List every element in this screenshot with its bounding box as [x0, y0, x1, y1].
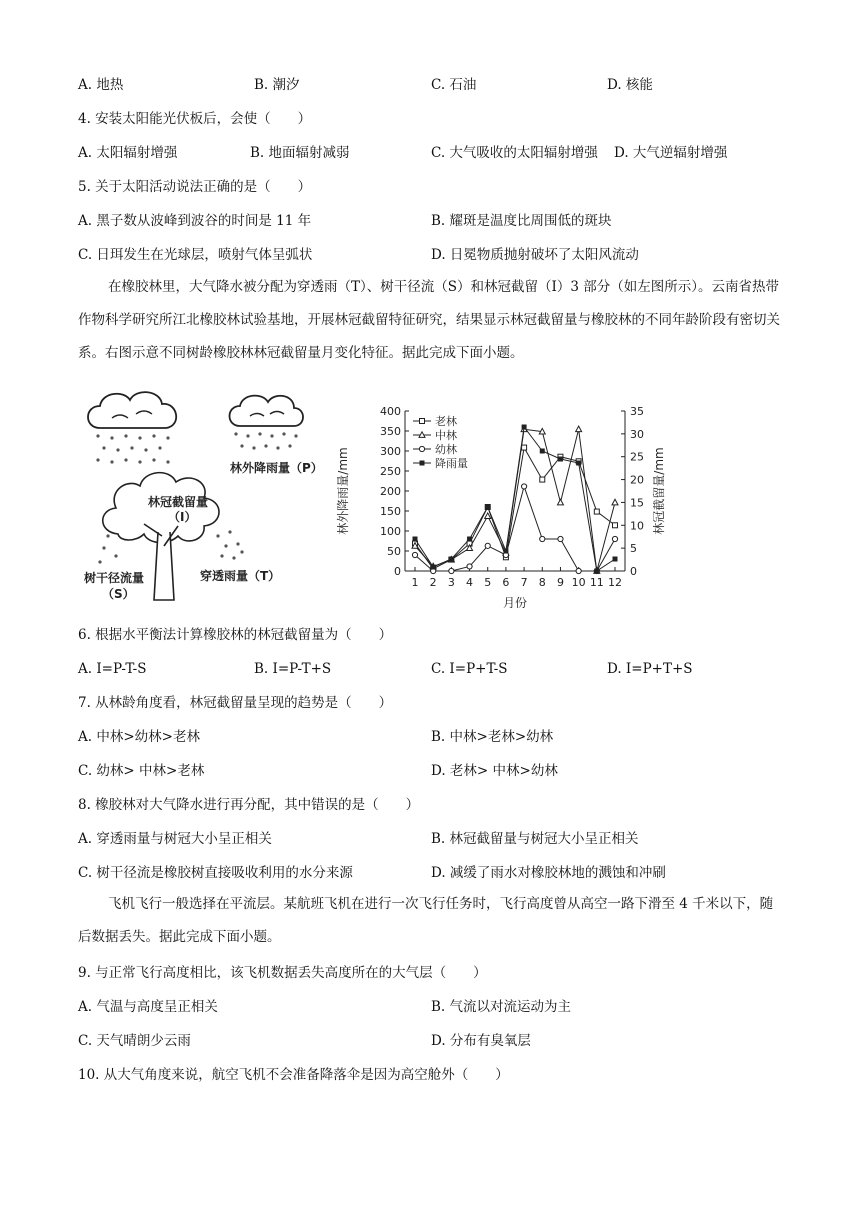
q10-stem: 10. 从大气角度来说，航空飞机不会准备降落伞是因为高空舱外（ ） — [78, 1067, 509, 1083]
canopy-interception-chart — [335, 395, 675, 615]
rainfall-distribution-diagram — [78, 386, 323, 606]
x-tick-label: 9 — [556, 576, 564, 589]
y-left-tick-label: 100 — [380, 525, 401, 538]
label-stemflow-symbol: （S） — [102, 587, 135, 601]
data-point-series-0 — [594, 509, 599, 514]
y-left-tick-label: 50 — [387, 545, 401, 558]
y-left-tick-label: 350 — [380, 425, 401, 438]
q5-option-c: C. 日珥发生在光球层，喷射气体呈弧状 — [78, 247, 313, 263]
q4-option-b: B. 地面辐射减弱 — [250, 145, 350, 161]
x-tick-label: 11 — [589, 576, 604, 589]
x-tick-label: 8 — [538, 576, 546, 589]
legend-label: 中林 — [435, 429, 457, 442]
data-point-series-2 — [449, 568, 454, 573]
y-right-tick-label: 35 — [630, 405, 644, 418]
data-point-series-2 — [485, 543, 490, 548]
data-point-series-3 — [594, 569, 599, 574]
cloud-icon — [230, 396, 304, 426]
label-canopy-interception-symbol: （I） — [168, 510, 197, 524]
label-throughfall: 穿透雨量（T） — [200, 569, 281, 583]
y-right-tick-label: 20 — [630, 473, 644, 487]
x-tick-label: 2 — [429, 576, 437, 589]
y-right-tick-label: 0 — [630, 565, 637, 578]
q9-option-a: A. 气温与高度呈正相关 — [78, 999, 218, 1015]
data-point-series-2 — [521, 484, 526, 489]
data-point-series-2 — [540, 536, 545, 541]
q4-option-c: C. 大气吸收的太阳辐射增强 — [431, 145, 598, 161]
x-tick-label: 6 — [502, 576, 510, 589]
data-point-series-2 — [558, 536, 563, 541]
data-point-series-1 — [612, 499, 618, 505]
data-point-series-3 — [576, 461, 581, 466]
q4-option-a: A. 太阳辐射增强 — [78, 145, 178, 161]
label-outside-rainfall: 林外降雨量（P） — [230, 461, 323, 475]
data-point-series-0 — [522, 445, 527, 450]
q9-option-c: C. 天气晴朗少云雨 — [78, 1033, 191, 1049]
label-stemflow: 树干径流量 — [84, 571, 145, 585]
legend-marker — [420, 419, 425, 424]
x-tick-label: 12 — [608, 576, 622, 589]
q5-option-a: A. 黑子数从波峰到波谷的时间是 11 年 — [78, 213, 312, 229]
data-point-series-3 — [449, 557, 454, 562]
data-point-series-3 — [540, 449, 545, 454]
q6-option-c: C. I=P+T-S — [431, 661, 508, 677]
q9-stem: 9. 与正常飞行高度相比，该飞机数据丢失高度所在的大气层（ ） — [78, 965, 487, 981]
q8-stem: 8. 橡胶林对大气降水进行再分配，其中错误的是（ ） — [78, 797, 420, 813]
y-axis-right-label: 林冠截留量/mm — [652, 447, 666, 535]
passage-aircraft: 飞机飞行一般选择在平流层。某航班飞机在进行一次飞行任务时，飞行高度曾从高空一路下滑至 4 千米以下，随后数据丢失。据此完成下面小题。 — [78, 896, 774, 945]
q4-stem: 4. 安装太阳能光伏板后，会使（ ） — [78, 111, 312, 127]
q5-stem: 5. 关于太阳活动说法正确的是（ ） — [78, 179, 312, 195]
y-right-tick-label: 30 — [630, 427, 644, 441]
x-tick-label: 10 — [571, 576, 586, 589]
data-point-series-1 — [576, 426, 582, 432]
data-point-series-0 — [613, 523, 618, 528]
q3-option-b: B. 潮汐 — [254, 77, 300, 93]
y-right-tick-label: 5 — [630, 542, 637, 556]
y-left-tick-label: 200 — [380, 485, 401, 498]
y-left-tick-label: 400 — [380, 405, 401, 418]
q6-option-b: B. I=P-T+S — [254, 661, 332, 677]
y-left-tick-label: 0 — [394, 565, 401, 578]
data-point-series-3 — [558, 457, 563, 462]
q3-option-a: A. 地热 — [78, 77, 124, 93]
q6-option-a: A. I=P-T-S — [78, 661, 147, 677]
q3-option-c: C. 石油 — [431, 77, 477, 93]
legend-marker — [420, 461, 425, 466]
data-point-series-3 — [431, 565, 436, 570]
passage-rubber-forest: 在橡胶林里，大气降水被分配为穿透雨（T）、树干径流（S）和林冠截留（I）3 部分（如左图所示）。云南省热带作物科学研究所江北橡胶林试验基地，开展林冠截留特征研究，结果显示林冠截留量与橡胶林的不同年龄阶段有密切关系。右图示意不同树龄橡胶林林冠截留量月变化特征。据此完成下面小题。 — [78, 279, 780, 361]
q7-option-d: D. 老林> 中林>幼林 — [431, 763, 558, 779]
y-right-tick-label: 10 — [630, 519, 644, 533]
data-point-series-3 — [522, 425, 527, 430]
q7-option-c: C. 幼林> 中林>老林 — [78, 763, 205, 779]
q4-option-d: D. 大气逆辐射增强 — [614, 145, 728, 161]
x-tick-label: 5 — [484, 576, 492, 589]
data-point-series-3 — [413, 537, 418, 542]
y-right-tick-label: 25 — [630, 450, 644, 464]
q7-option-a: A. 中林>幼林>老林 — [78, 729, 200, 745]
q7-option-b: B. 中林>老林>幼林 — [431, 729, 554, 745]
q5-option-d: D. 日冕物质抛射破坏了太阳风流动 — [431, 247, 639, 263]
y-axis-left-label: 林外降雨量/mm — [336, 447, 350, 535]
x-tick-label: 7 — [520, 576, 528, 589]
q5-option-b: B. 耀斑是温度比周围低的斑块 — [431, 213, 612, 229]
q8-option-c: C. 树干径流是橡胶树直接吸收利用的水分来源 — [78, 865, 353, 881]
q9-option-d: D. 分布有臭氧层 — [431, 1033, 531, 1049]
y-left-tick-label: 250 — [380, 465, 401, 478]
y-left-tick-label: 300 — [380, 445, 401, 458]
y-right-tick-label: 15 — [630, 496, 644, 510]
q8-option-b: B. 林冠截留量与树冠大小呈正相关 — [431, 831, 639, 847]
q8-option-a: A. 穿透雨量与树冠大小呈正相关 — [78, 831, 272, 847]
q8-option-d: D. 减缓了雨水对橡胶林地的溅蚀和冲刷 — [431, 865, 666, 881]
data-point-series-1 — [557, 499, 563, 505]
data-point-series-2 — [467, 564, 472, 569]
legend-label: 降雨量 — [435, 457, 468, 470]
x-tick-label: 3 — [447, 576, 455, 589]
q3-option-d: D. 核能 — [607, 77, 653, 93]
data-point-series-3 — [613, 557, 618, 562]
label-canopy-interception: 林冠截留量 — [148, 495, 209, 509]
q7-stem: 7. 从林龄角度看，林冠截留量呈现的趋势是（ ） — [78, 695, 393, 711]
data-point-series-2 — [576, 568, 581, 573]
data-point-series-2 — [612, 536, 617, 541]
x-tick-label: 4 — [466, 576, 474, 589]
data-point-series-3 — [485, 505, 490, 510]
q6-option-d: D. I=P+T+S — [607, 661, 693, 677]
data-point-series-3 — [467, 537, 472, 542]
data-point-series-3 — [503, 549, 508, 554]
q9-option-b: B. 气流以对流运动为主 — [431, 999, 572, 1015]
data-point-series-2 — [412, 552, 417, 557]
data-point-series-0 — [540, 477, 545, 482]
x-tick-label: 1 — [411, 576, 419, 589]
x-axis-label: 月份 — [502, 596, 528, 610]
q6-stem: 6. 根据水平衡法计算橡胶林的林冠截留量为（ ） — [78, 627, 393, 643]
legend-label: 幼林 — [435, 443, 457, 456]
legend-label: 老林 — [435, 415, 457, 428]
y-left-tick-label: 150 — [380, 505, 401, 518]
legend-marker — [419, 446, 424, 451]
cloud-icon — [88, 392, 176, 428]
